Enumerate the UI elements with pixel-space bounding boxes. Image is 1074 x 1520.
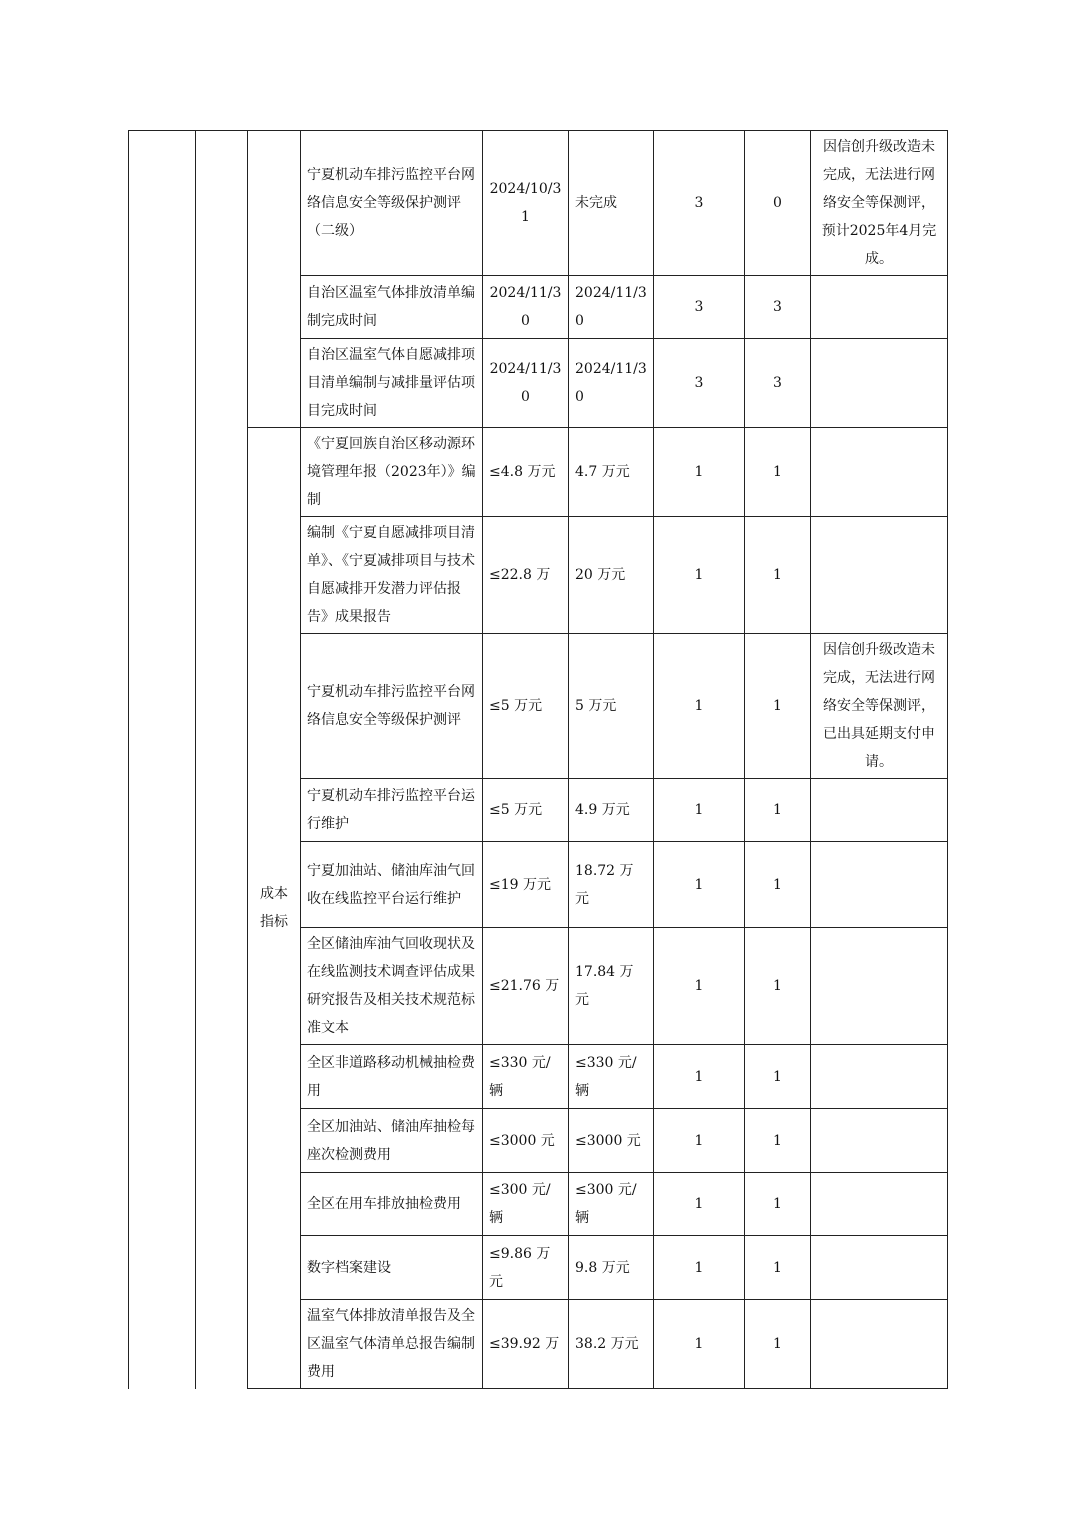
weight-cell: 1	[654, 842, 745, 928]
target-cell: ≤9.86 万元	[483, 1236, 569, 1300]
note-cell	[811, 1045, 948, 1109]
weight-cell: 3	[654, 276, 745, 339]
category-cell-level2	[196, 131, 248, 1389]
indicator-cell: 温室气体排放清单报告及全区温室气体清单总报告编制费用	[301, 1300, 483, 1389]
note-cell	[811, 928, 948, 1045]
actual-cell: 未完成	[569, 131, 654, 276]
table-row	[129, 131, 948, 276]
actual-cell: 2024/11/30	[569, 339, 654, 428]
score-cell: 1	[745, 1173, 811, 1236]
table-row	[129, 428, 948, 517]
target-cell: ≤21.76 万	[483, 928, 569, 1045]
weight-cell: 1	[654, 517, 745, 634]
weight-cell: 1	[654, 1173, 745, 1236]
weight-cell: 1	[654, 1236, 745, 1300]
score-cell: 3	[745, 276, 811, 339]
note-cell	[811, 339, 948, 428]
target-cell: ≤300 元/辆	[483, 1173, 569, 1236]
note-cell	[811, 779, 948, 842]
actual-cell: ≤300 元/辆	[569, 1173, 654, 1236]
weight-cell: 1	[654, 634, 745, 779]
note-cell: 因信创升级改造未完成，无法进行网络安全等保测评，已出具延期支付申请。	[811, 634, 948, 779]
performance-table-wrap	[128, 130, 947, 1389]
target-cell: 2024/11/30	[483, 339, 569, 428]
score-cell: 1	[745, 779, 811, 842]
weight-cell: 1	[654, 1045, 745, 1109]
indicator-cell: 宁夏加油站、储油库油气回收在线监控平台运行维护	[301, 842, 483, 928]
note-cell	[811, 1173, 948, 1236]
actual-cell: 4.7 万元	[569, 428, 654, 517]
indicator-cell: 编制《宁夏自愿减排项目清单》、《宁夏减排项目与技术自愿减排开发潜力评估报告》成果报告	[301, 517, 483, 634]
indicator-cell: 数字档案建设	[301, 1236, 483, 1300]
category-cell-level1	[129, 131, 196, 1389]
target-cell: ≤5 万元	[483, 634, 569, 779]
target-cell: 2024/10/31	[483, 131, 569, 276]
actual-cell: ≤3000 元	[569, 1109, 654, 1173]
actual-cell: 17.84 万元	[569, 928, 654, 1045]
target-cell: ≤5 万元	[483, 779, 569, 842]
actual-cell: 20 万元	[569, 517, 654, 634]
weight-cell: 1	[654, 928, 745, 1045]
score-cell: 1	[745, 1236, 811, 1300]
score-cell: 0	[745, 131, 811, 276]
actual-cell: 5 万元	[569, 634, 654, 779]
weight-cell: 1	[654, 779, 745, 842]
target-cell: ≤22.8 万	[483, 517, 569, 634]
indicator-cell: 自治区温室气体排放清单编制完成时间	[301, 276, 483, 339]
note-cell	[811, 1109, 948, 1173]
weight-cell: 1	[654, 1109, 745, 1173]
actual-cell: 18.72 万元	[569, 842, 654, 928]
score-cell: 1	[745, 634, 811, 779]
score-cell: 1	[745, 1109, 811, 1173]
indicator-cell: 宁夏机动车排污监控平台网络信息安全等级保护测评（二级）	[301, 131, 483, 276]
score-cell: 1	[745, 928, 811, 1045]
note-cell	[811, 517, 948, 634]
indicator-cell: 全区加油站、储油库抽检每座次检测费用	[301, 1109, 483, 1173]
weight-cell: 1	[654, 428, 745, 517]
indicator-cell: 宁夏机动车排污监控平台网络信息安全等级保护测评	[301, 634, 483, 779]
indicator-cell: 全区在用车排放抽检费用	[301, 1173, 483, 1236]
target-cell: ≤3000 元	[483, 1109, 569, 1173]
target-cell: ≤19 万元	[483, 842, 569, 928]
target-cell: 2024/11/30	[483, 276, 569, 339]
actual-cell: 4.9 万元	[569, 779, 654, 842]
indicator-cell: 自治区温室气体自愿减排项目清单编制与减排量评估项目完成时间	[301, 339, 483, 428]
score-cell: 1	[745, 1300, 811, 1389]
weight-cell: 3	[654, 339, 745, 428]
note-cell	[811, 1300, 948, 1389]
target-cell: ≤4.8 万元	[483, 428, 569, 517]
actual-cell: 2024/11/30	[569, 276, 654, 339]
actual-cell: 38.2 万元	[569, 1300, 654, 1389]
note-cell: 因信创升级改造未完成，无法进行网络安全等保测评，预计2025年4月完成。	[811, 131, 948, 276]
note-cell	[811, 1236, 948, 1300]
performance-table	[128, 130, 948, 1389]
weight-cell: 3	[654, 131, 745, 276]
category-cell-level3-time	[248, 131, 301, 428]
note-cell	[811, 428, 948, 517]
score-cell: 1	[745, 517, 811, 634]
target-cell: ≤39.92 万	[483, 1300, 569, 1389]
weight-cell: 1	[654, 1300, 745, 1389]
indicator-cell: 《宁夏回族自治区移动源环境管理年报（2023年）》编制	[301, 428, 483, 517]
score-cell: 1	[745, 428, 811, 517]
note-cell	[811, 842, 948, 928]
target-cell: ≤330 元/辆	[483, 1045, 569, 1109]
score-cell: 1	[745, 1045, 811, 1109]
actual-cell: ≤330 元/辆	[569, 1045, 654, 1109]
indicator-cell: 全区储油库油气回收现状及在线监测技术调查评估成果研究报告及相关技术规范标准文本	[301, 928, 483, 1045]
indicator-cell: 宁夏机动车排污监控平台运行维护	[301, 779, 483, 842]
indicator-cell: 全区非道路移动机械抽检费用	[301, 1045, 483, 1109]
score-cell: 1	[745, 842, 811, 928]
score-cell: 3	[745, 339, 811, 428]
note-cell	[811, 276, 948, 339]
actual-cell: 9.8 万元	[569, 1236, 654, 1300]
category-cell-cost: 成本指标	[248, 428, 301, 1389]
